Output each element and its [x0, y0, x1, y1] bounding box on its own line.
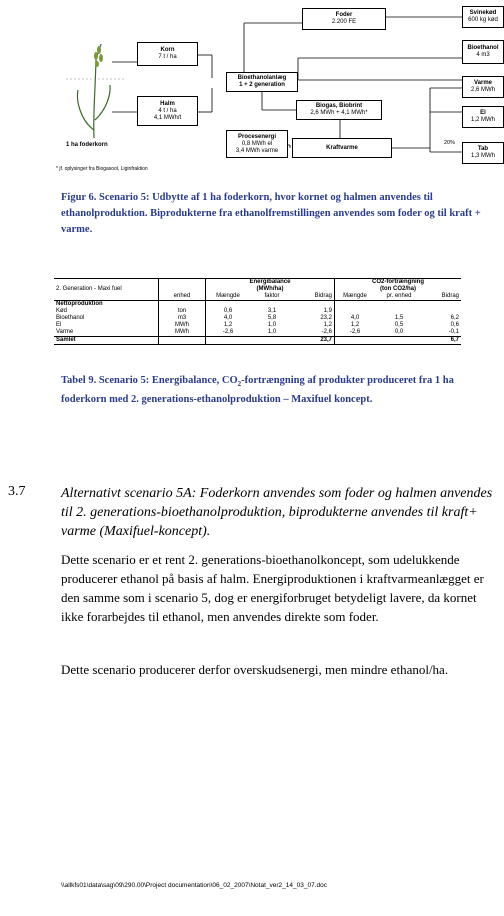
- row-unit: ton: [159, 308, 206, 315]
- table-row: [54, 322, 461, 329]
- bioethanol-product-box: [462, 40, 504, 64]
- energy-group-unit: (MWh/ha): [206, 286, 335, 293]
- svinekod-box: [462, 6, 504, 28]
- co2-group-title: CO2-fortrængning: [372, 279, 424, 285]
- total-co2: 6,7: [423, 337, 461, 345]
- row-maengde: 4,0: [206, 315, 251, 322]
- row-bidrag: 1,2: [323, 322, 332, 328]
- foder-value: 2.200 FE: [331, 19, 357, 25]
- halm-energy: 4,1 MWh/t: [153, 114, 182, 121]
- tab-value: 1,3 MWh: [470, 153, 495, 159]
- paragraph-1: Dette scenario er et rent 2. generations-bioethanolkoncept, som udelukkende producerer ethanol på basis af halm. Energiproduktionen i kraftvarmeanlægget er den samme som i scenario 5, dog er energiforbruget betydeligt lavere, da kornet ikke forarbejdes til ethanol, men anvendes direkte som foder.: [61, 552, 484, 624]
- row-faktor: 1,0: [250, 329, 294, 337]
- table-caption-part2: -fortrængning af produkter produceret fra 1 ha foderkorn med 2. generations-ethanolproduktion – Maxifuel koncept.: [61, 375, 454, 406]
- bioethanol-plant-label: Bioethanolanlæg: [237, 75, 287, 81]
- row-bidrag-co2: -0,1: [423, 329, 461, 337]
- biogas-label: Biogas, Biobrint: [315, 103, 363, 109]
- energy-group-title: Energibalance: [249, 279, 291, 285]
- tab-percent: 20%: [444, 140, 456, 146]
- row-maengde-co2: 1,2: [335, 322, 376, 329]
- el-value: 1,2 MWh: [470, 117, 495, 123]
- header-pr-enhed: pr. enhed: [375, 293, 423, 301]
- row-unit: MWh: [159, 322, 206, 329]
- row-name: Varme: [54, 329, 159, 337]
- svinekod-value: 600 kg kød: [468, 17, 498, 23]
- row-unit: MWh: [159, 329, 206, 337]
- table-caption-part1: Tabel 9. Scenario 5: Energibalance, CO: [61, 375, 238, 386]
- row-maengde-co2: [335, 308, 376, 315]
- energy-group-header: [206, 279, 335, 287]
- row-bidrag-co2: 0,6: [450, 322, 459, 328]
- row-faktor: 5,8: [267, 315, 277, 321]
- row-name: El: [56, 322, 62, 328]
- korn-label: Korn: [160, 47, 175, 53]
- bioethanol-product-label: Bioethanol: [467, 45, 499, 51]
- bioethanol-product-value: 4 m3: [476, 52, 490, 58]
- header-enhed: enhed: [159, 293, 206, 301]
- el-label: El: [480, 110, 486, 116]
- varme-box: [462, 76, 504, 98]
- row-bidrag: 1,9: [323, 308, 332, 314]
- bioethanol-plant-generation: 1 + 2 generation: [239, 82, 285, 88]
- co2-group-unit: (ton CO2/ha): [335, 286, 462, 293]
- figure-caption: Figur 6. Scenario 5: Udbytte af 1 ha foderkorn, hvor kornet og halmen anvendes til ethanolproduktion. Biprodukterne fra ethanolfremstillingen anvendes som foder og til kraft + varme.: [61, 192, 481, 235]
- row-bidrag-co2: [423, 308, 461, 315]
- kraftvarme-label: Kraftvarme: [326, 144, 358, 151]
- halm-label: Halm: [160, 100, 175, 107]
- row-bidrag: 23,2: [320, 315, 332, 321]
- row-unit: m3: [159, 315, 206, 322]
- row-faktor: 3,1: [267, 308, 277, 314]
- kraftvarme-box: [292, 138, 392, 158]
- halm-box: [137, 96, 198, 126]
- row-faktor: 1,0: [267, 322, 277, 328]
- total-label: Samlet: [54, 337, 159, 345]
- row-pr-enhed: 0,0: [375, 329, 423, 337]
- table-title: 2. Generation - Maxi fuel: [54, 279, 159, 294]
- header-maengde-co2: Mængde: [335, 293, 376, 301]
- diagram-footnote: * jf. oplysinger fra Biogasool, Liginfraktion: [56, 166, 148, 172]
- row-pr-enhed: 1,5: [394, 315, 404, 321]
- biogas-value: 2,6 MWh + 4,1 MWh*: [310, 110, 368, 116]
- section-number: 3.7: [8, 484, 26, 499]
- procesenergi-varme: 3,4 MWh varme: [235, 147, 279, 154]
- table-caption-sub: 2: [237, 380, 242, 389]
- total-energy: 23,7: [294, 337, 335, 345]
- header-maengde: Mængde: [206, 293, 251, 301]
- energy-balance-table: [54, 278, 461, 345]
- row-name: Kød: [56, 308, 68, 314]
- tab-label: Tab: [477, 146, 489, 152]
- bioethanol-plant-box: [226, 72, 298, 92]
- procesenergi-label: Procesenergi: [237, 133, 277, 140]
- row-maengde-co2: 4,0: [335, 315, 376, 322]
- korn-box: [137, 42, 198, 66]
- co2-group-header: [335, 279, 462, 287]
- tab-box: [462, 142, 504, 164]
- el-box: [462, 106, 504, 128]
- row-bidrag-co2: 6,2: [450, 315, 459, 321]
- procesenergi-el: 0,8 MWh el: [241, 140, 273, 147]
- header-bidrag: Bidrag: [294, 293, 335, 301]
- varme-value: 2,6 MWh: [470, 87, 495, 93]
- table-row: [54, 329, 461, 337]
- foder-box: [302, 8, 386, 30]
- row-bidrag: -2,6: [294, 329, 335, 337]
- section-title: Alternativt scenario 5A: Foderkorn anvendes som foder og halmen anvendes til 2. generations-bioethanolproduktion, biprodukterne anvendes til kraft+ varme (Maxifuel-koncept).: [61, 486, 493, 539]
- korn-value: 7 t / ha: [158, 54, 177, 60]
- row-maengde: 0,6: [206, 308, 251, 315]
- row-maengde: 1,2: [206, 322, 251, 329]
- plant-label: 1 ha foderkorn: [66, 142, 108, 148]
- procesenergi-box: [226, 130, 288, 158]
- table-row: [54, 315, 461, 322]
- section-nettoproduktion: Nettoproduktion: [56, 301, 103, 307]
- flow-diagram: [0, 0, 504, 180]
- grain-plant-image: [66, 40, 126, 140]
- row-maengde: -2,6: [206, 329, 251, 337]
- paragraph-2: Dette scenario producerer derfor overskudsenergi, men mindre ethanol/ha.: [61, 662, 449, 677]
- row-pr-enhed: 0,5: [394, 322, 404, 328]
- row-maengde-co2: -2,6: [335, 329, 376, 337]
- svinekod-label: Svinekød: [469, 10, 497, 16]
- table-caption: [61, 373, 497, 408]
- varme-label: Varme: [473, 80, 492, 86]
- document-path-footer: \\allkfs01\data\sag\09\290.00\Project documentation\06_02_2007\Notat_ver2_14_03_07.doc: [61, 882, 327, 889]
- header-bidrag-co2: Bidrag: [423, 293, 461, 301]
- halm-value: 4 t / ha: [158, 107, 177, 114]
- table-row: [54, 308, 461, 315]
- header-faktor: faktor: [250, 293, 294, 301]
- row-pr-enhed: [375, 308, 423, 315]
- row-name: Bioethanol: [56, 315, 85, 321]
- biogas-box: [296, 100, 382, 120]
- foder-label: Foder: [335, 12, 353, 18]
